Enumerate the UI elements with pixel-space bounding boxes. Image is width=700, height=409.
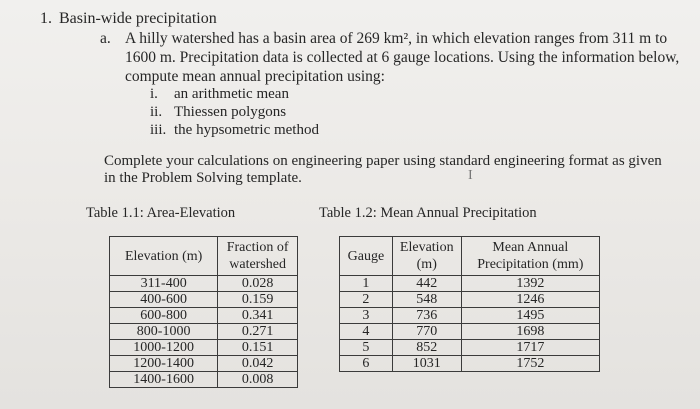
table-cell: 1400-1600 bbox=[110, 372, 218, 388]
table-cell: 600-800 bbox=[110, 308, 218, 324]
method-text: an arithmetic mean bbox=[174, 86, 289, 102]
method-number: ii. bbox=[150, 104, 163, 120]
column-header: Mean Annual Precipitation (mm) bbox=[461, 237, 599, 276]
table-row bbox=[110, 340, 298, 356]
problem-text-line-1: A hilly watershed has a basin area of 269 km², in which elevation ranges from 311 m to bbox=[125, 30, 668, 47]
table-cell: 548 bbox=[392, 292, 461, 308]
table-row bbox=[110, 372, 298, 388]
table1-caption: Table 1.1: Area-Elevation bbox=[86, 205, 236, 221]
problem-text-line-3: compute mean annual precipitation using: bbox=[125, 68, 385, 85]
table-cell: 1717 bbox=[461, 340, 599, 356]
table-cell: 1000-1200 bbox=[110, 340, 218, 356]
table-cell: 6 bbox=[340, 356, 393, 372]
question-number: 1. bbox=[40, 10, 52, 27]
table-cell: 1698 bbox=[461, 324, 599, 340]
table-cell: 0.271 bbox=[218, 324, 298, 340]
table-cell: 1495 bbox=[461, 308, 599, 324]
table-cell: 0.028 bbox=[218, 276, 298, 292]
method-item bbox=[150, 104, 286, 121]
table-cell: 0.151 bbox=[218, 340, 298, 356]
table-cell: 1752 bbox=[461, 356, 599, 372]
question-title: Basin-wide precipitation bbox=[59, 10, 217, 27]
table-row bbox=[340, 308, 600, 324]
method-text: the hypsometric method bbox=[174, 122, 319, 138]
table-cell: 1392 bbox=[461, 276, 599, 292]
table-cell: 4 bbox=[340, 324, 393, 340]
method-item bbox=[150, 122, 319, 139]
column-header: Fraction of watershed bbox=[218, 237, 298, 276]
part-label: a. bbox=[100, 30, 111, 47]
table2-caption: Table 1.2: Mean Annual Precipitation bbox=[319, 205, 537, 221]
method-text: Thiessen polygons bbox=[174, 104, 287, 120]
mean-annual-precipitation-table bbox=[339, 236, 600, 372]
table-cell: 0.159 bbox=[218, 292, 298, 308]
method-number: iii. bbox=[150, 122, 167, 138]
table-cell: 442 bbox=[392, 276, 461, 292]
table-row bbox=[110, 356, 298, 372]
column-header: Gauge bbox=[340, 237, 393, 276]
text-cursor-icon: I bbox=[468, 168, 473, 183]
table-row bbox=[110, 276, 298, 292]
table-cell: 400-600 bbox=[110, 292, 218, 308]
table-cell: 800-1000 bbox=[110, 324, 218, 340]
table-cell: 852 bbox=[392, 340, 461, 356]
method-item bbox=[150, 86, 289, 103]
instruction-line-2: in the Problem Solving template. bbox=[104, 170, 302, 186]
area-elevation-table bbox=[109, 236, 298, 388]
column-header: Elevation (m) bbox=[110, 237, 218, 276]
table-row bbox=[340, 292, 600, 308]
table-cell: 1246 bbox=[461, 292, 599, 308]
table-row bbox=[340, 324, 600, 340]
table-row bbox=[340, 356, 600, 372]
table-header-row bbox=[340, 237, 600, 276]
table-row bbox=[340, 340, 600, 356]
table-cell: 1200-1400 bbox=[110, 356, 218, 372]
table-cell: 0.042 bbox=[218, 356, 298, 372]
table-cell: 311-400 bbox=[110, 276, 218, 292]
table-cell: 0.008 bbox=[218, 372, 298, 388]
table-row bbox=[110, 324, 298, 340]
table-row bbox=[340, 276, 600, 292]
table-cell: 770 bbox=[392, 324, 461, 340]
table-header-row bbox=[110, 237, 298, 276]
table-cell: 3 bbox=[340, 308, 393, 324]
table-cell: 1 bbox=[340, 276, 393, 292]
method-number: i. bbox=[150, 86, 158, 102]
table-cell: 0.341 bbox=[218, 308, 298, 324]
table-row bbox=[110, 308, 298, 324]
table-cell: 2 bbox=[340, 292, 393, 308]
table-cell: 5 bbox=[340, 340, 393, 356]
table-cell: 1031 bbox=[392, 356, 461, 372]
instruction-line-1: Complete your calculations on engineering paper using standard engineering format as given bbox=[104, 153, 662, 169]
table-cell: 736 bbox=[392, 308, 461, 324]
column-header: Elevation (m) bbox=[392, 237, 461, 276]
problem-text-line-2: 1600 m. Precipitation data is collected at 6 gauge locations. Using the information below, bbox=[125, 49, 680, 66]
table-row bbox=[110, 292, 298, 308]
